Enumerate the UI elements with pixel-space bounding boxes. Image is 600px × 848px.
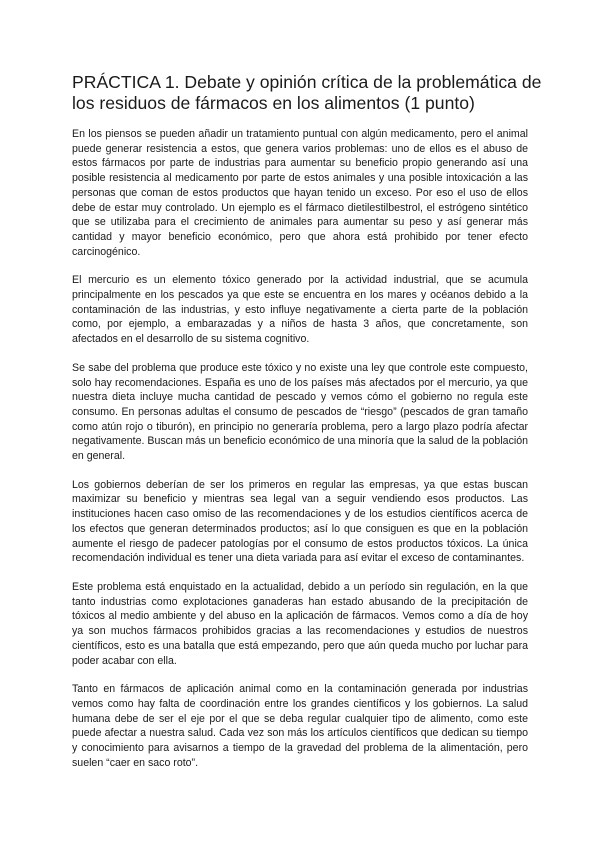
paragraph-current-problem: Este problema está enquistado en la actualidad, debido a un período sin regulación, en la que tanto industrias como explotaciones ganaderas han estado abusando de la precipitación de tóxicos al medio ambiente y del abuso en la aplicación de fármacos. Vemos como a día de hoy ya son muchos fármacos prohibidos gracias a las recomendaciones y estudios de nuestros científicos, esto es una batalla que está empezando, pero que aún queda mucho por luchar para poder acabar con ella. <box>72 580 528 667</box>
paragraph-regulation-spain: Se sabe del problema que produce este tóxico y no existe una ley que controle este compuesto, solo hay recomendaciones. España es uno de los países más afectados por el mercurio, ya que nuestra dieta incluye mucha cantidad de pescado y vemos cómo el gobierno no regula este consumo. En personas adultas el consumo de pescados de “riesgo” (pescados de gran tamaño como atún rojo o tiburón), en principio no generaría problema, pero a largo plazo podría afectar negativamente. Buscan más un beneficio económico de una minoría que la salud de la población en general. <box>72 361 528 463</box>
paragraph-pharmaceuticals-in-feed: En los piensos se pueden añadir un tratamiento puntual con algún medicamento, pero el animal puede generar resistencia a estos, que genera varios problemas: uno de ellos es el abuso de estos fármacos por parte de industrias para aumentar su beneficio propio generando así una posible resistencia al medicamento por parte de estos animales y una posible intoxicación a las personas que coman de estos productos que hayan tenido un exceso. Por eso el uso de ellos debe de estar muy controlado. Un ejemplo es el fármaco dietilestilbestrol, el estrógeno sintético que se utilizaba para el crecimiento de animales para aumentar su peso y así generar más cantidad y mayor beneficio económico, pero que ahora está prohibido por tener efecto carcinogénico. <box>72 128 528 258</box>
paragraph-mercury: El mercurio es un elemento tóxico generado por la actividad industrial, que se acumula principalmente en los pescados ya que este se encuentra en los mares y océanos debido a la contaminación de las industrias, y esto influye negativamente a cierta parte de la población como, por ejemplo, a embarazadas y a niños de hasta 3 años, que concretamente, son afectados en el desarrollo de su sistema cognitivo. <box>72 274 528 346</box>
paragraph-governments: Los gobiernos deberían de ser los primeros en regular las empresas, ya que estas buscan maximizar su beneficio y mientras sea legal van a seguir vendiendo esos productos. Las instituciones hacen caso omiso de las recomendaciones y de los estudios científicos acerca de los efectos que generan determinados productos; así lo que consiguen es que en la población aumente el riesgo de padecer patologías por el consumo de estos productos tóxicos. La única recomendación individual es tener una dieta variada para así evitar el exceso de contaminantes. <box>72 478 528 565</box>
page-title: PRÁCTICA 1. Debate y opinión crítica de la problemática de los residuos de fármacos en los alimentos (1 punto) <box>72 72 542 113</box>
paragraph-conclusion: Tanto en fármacos de aplicación animal como en la contaminación generada por industrias vemos como hay falta de coordinación entre los grandes científicos y los gobiernos. La salud humana debe de ser el eje por el que se deba regular cualquier tipo de alimento, como este puede afectar a nuestra salud. Cada vez son más los artículos científicos que dedican su tiempo y conocimiento para avisarnos a tiempo de la gravedad del problema de la alimentación, pero suelen “caer en saco roto”. <box>72 683 528 769</box>
document-body <box>72 127 528 784</box>
